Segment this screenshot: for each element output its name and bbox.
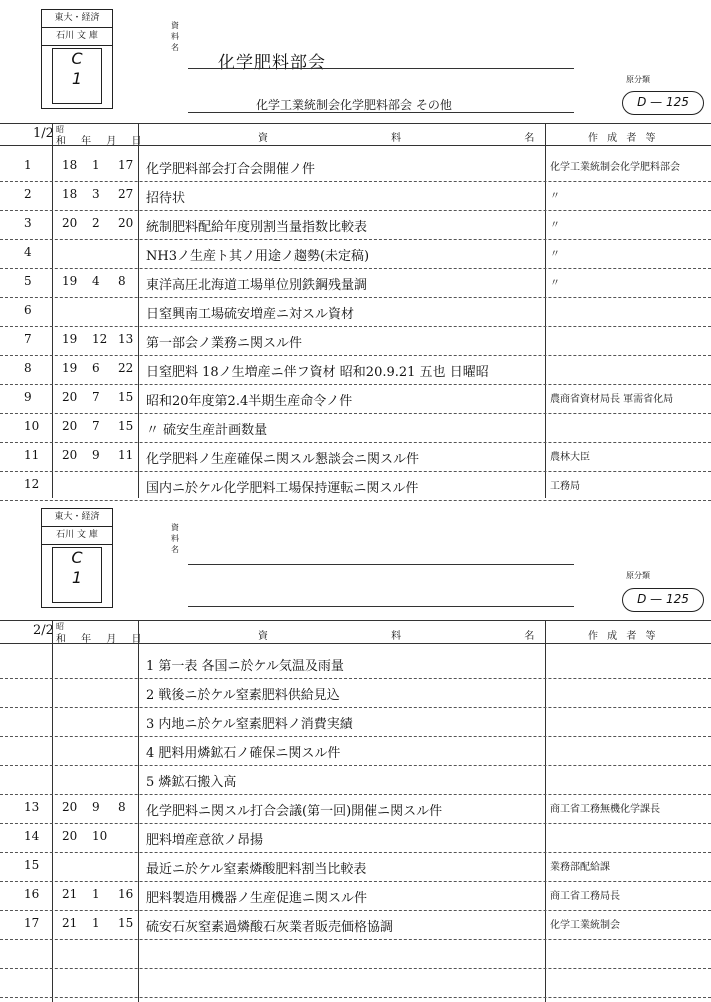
row-day: 16	[118, 887, 134, 901]
row-divider	[0, 181, 711, 182]
row-year: 20	[62, 829, 78, 843]
title-underline-2	[188, 564, 574, 565]
row-year: 19	[62, 361, 78, 375]
row-year: 18	[62, 158, 78, 172]
row-number: 6	[24, 303, 32, 317]
row-divider	[0, 239, 711, 240]
ref-label: 原分類	[626, 75, 650, 84]
shiryo-label-2	[170, 522, 180, 555]
row-divider	[0, 678, 711, 679]
row-divider	[0, 500, 711, 501]
row-day: 15	[118, 419, 134, 433]
row-divider	[0, 997, 711, 998]
row-divider	[0, 471, 711, 472]
stamp-line1: 東大・経済	[42, 509, 112, 527]
sheet1-materials-header: 資 料 名	[258, 133, 595, 144]
row-month: 4	[92, 274, 100, 288]
row-title: 日窒肥料 18ノ生増産ニ伴フ資材 昭和20.9.21 五也 日曜昭	[146, 365, 489, 380]
row-year: 19	[62, 274, 78, 288]
row-divider	[0, 297, 711, 298]
row-year: 21	[62, 916, 78, 930]
row-month: 2	[92, 216, 100, 230]
row-number: 12	[24, 477, 40, 491]
row-year: 19	[62, 332, 78, 346]
row-author: 〃	[550, 191, 560, 202]
shiryo-char: 資	[171, 523, 179, 532]
row-number: 5	[24, 274, 32, 288]
row-author: 農林大臣	[550, 452, 590, 463]
row-number: 9	[24, 390, 32, 404]
row-number: 8	[24, 361, 32, 375]
row-number: 15	[24, 858, 40, 872]
row-divider	[0, 910, 711, 911]
sheet2-sho: 昭	[56, 622, 64, 631]
row-month: 1	[92, 158, 100, 172]
row-number: 16	[24, 887, 40, 901]
row-divider	[0, 852, 711, 853]
stamp-line1: 東大・経済	[42, 10, 112, 28]
row-title: 招待状	[146, 191, 186, 206]
row-title: 5 燐鉱石搬入高	[146, 775, 237, 790]
row-title: 国内ニ於ケル化学肥料工場保持運転ニ関スル件	[146, 481, 419, 496]
row-title: 昭和20年度第2.4半期生産命令ノ件	[146, 394, 353, 409]
row-author: 〃	[550, 278, 560, 289]
row-number: 3	[24, 216, 32, 230]
row-number: 4	[24, 245, 32, 259]
row-day: 17	[118, 158, 134, 172]
row-month: 1	[92, 887, 100, 901]
row-month: 1	[92, 916, 100, 930]
row-title: 1 第一表 各国ニ於ケル気温及雨量	[146, 659, 344, 674]
sheet2-page: 2/2	[33, 623, 54, 638]
row-title: 東洋高圧北海道工場単位別鉄鋼残量調	[146, 278, 368, 293]
stamp-inner-box	[52, 547, 102, 603]
row-month: 3	[92, 187, 100, 201]
row-author: 商工省工務無機化学課長	[550, 804, 660, 815]
sheet1-date-header: 和 年 月 日	[56, 136, 148, 147]
row-divider	[0, 413, 711, 414]
row-number: 10	[24, 419, 40, 433]
row-month: 10	[92, 829, 108, 843]
stamp-line2: 石川 文 庫	[42, 527, 112, 545]
shiryo-char: 料	[171, 32, 179, 41]
row-year: 21	[62, 887, 78, 901]
row-title: 2 戦後ニ於ケル窒素肥料供給見込	[146, 688, 340, 703]
document-subtitle: 化学工業統制会化学肥料部会 その他	[256, 98, 452, 112]
row-divider	[0, 939, 711, 940]
archive-stamp-2	[41, 508, 113, 608]
row-day: 27	[118, 187, 134, 201]
stamp-line2: 石川 文 庫	[42, 28, 112, 46]
row-divider	[0, 736, 711, 737]
row-title: 化学肥料ノ生産確保ニ関スル懇談会ニ関スル件	[146, 452, 420, 467]
row-title: 〃 硫安生産計画数量	[146, 423, 268, 438]
row-day: 15	[118, 916, 134, 930]
row-day: 22	[118, 361, 134, 375]
stamp-number: 1	[71, 69, 83, 88]
row-number: 17	[24, 916, 40, 930]
row-number: 13	[24, 800, 40, 814]
row-day: 8	[118, 800, 126, 814]
row-number: 2	[24, 187, 32, 201]
sheet1-sho: 昭	[56, 125, 64, 134]
row-divider	[0, 384, 711, 385]
row-title: 3 内地ニ於ケル窒素肥料ノ消費実績	[146, 717, 353, 732]
row-title: 化学肥料ニ関スル打合会議(第一回)開催ニ関スル件	[146, 804, 443, 819]
shiryo-char: 資	[171, 21, 179, 30]
row-title: 硫安石灰窒素過燐酸石灰業者販売価格協調	[146, 920, 394, 935]
document-title: 化学肥料部会	[218, 53, 326, 73]
row-author: 農商省資材局長 軍需省化局	[550, 394, 674, 405]
row-divider	[0, 268, 711, 269]
row-year: 20	[62, 390, 78, 404]
row-month: 9	[92, 448, 100, 462]
sheet2-date-header: 和 年 月 日	[56, 634, 148, 645]
row-divider	[0, 442, 711, 443]
row-year: 20	[62, 448, 78, 462]
row-divider	[0, 707, 711, 708]
sheet2-header-top	[0, 620, 711, 621]
stamp-letter: C	[71, 548, 83, 567]
row-divider	[0, 968, 711, 969]
row-author: 化学工業統制会	[550, 920, 620, 931]
shiryo-char: 名	[171, 43, 179, 52]
shiryo-char: 料	[171, 534, 179, 543]
row-divider	[0, 823, 711, 824]
row-author: 化学工業統制会化学肥料部会	[550, 162, 680, 173]
row-author: 〃	[550, 249, 560, 260]
subtitle-underline-2	[188, 606, 574, 607]
row-divider	[0, 794, 711, 795]
row-number: 7	[24, 332, 32, 346]
row-author: 商工省工務局長	[550, 891, 620, 902]
row-title: 統制肥料配給年度別割当量指数比較表	[146, 220, 368, 235]
sheet1-page: 1/2	[33, 126, 54, 141]
row-month: 6	[92, 361, 100, 375]
row-day: 20	[118, 216, 134, 230]
row-year: 20	[62, 800, 78, 814]
row-author: 〃	[550, 220, 560, 231]
row-year: 18	[62, 187, 78, 201]
row-divider	[0, 881, 711, 882]
stamp-number: 1	[71, 568, 83, 587]
row-divider	[0, 210, 711, 211]
row-title: NH3ノ生産ト其ノ用途ノ趨勢(未定稿)	[146, 249, 370, 264]
shiryo-label	[170, 20, 180, 53]
row-day: 8	[118, 274, 126, 288]
row-number: 1	[24, 158, 32, 172]
ref-number: D — 125	[622, 91, 704, 115]
row-divider	[0, 765, 711, 766]
ref-label-2: 原分類	[626, 571, 650, 580]
row-divider	[0, 326, 711, 327]
row-month: 9	[92, 800, 100, 814]
row-day: 15	[118, 390, 134, 404]
row-year: 20	[62, 216, 78, 230]
row-divider	[0, 355, 711, 356]
row-day: 13	[118, 332, 134, 346]
sheet1-header-top	[0, 123, 711, 124]
sheet1-author-header: 作 成 者 等	[588, 133, 659, 144]
row-number: 14	[24, 829, 40, 843]
title-underline	[188, 68, 574, 69]
row-title: 4 肥料用燐鉱石ノ確保ニ関スル件	[146, 746, 341, 761]
row-title: 最近ニ於ケル窒素燐酸肥料割当比較表	[146, 862, 367, 877]
subtitle-underline	[188, 112, 574, 113]
ref-number-2: D — 125	[622, 588, 704, 612]
row-author: 工務局	[550, 481, 580, 492]
row-title: 肥料増産意欲ノ昂揚	[146, 833, 264, 848]
stamp-letter: C	[71, 49, 83, 68]
shiryo-char: 名	[171, 545, 179, 554]
row-month: 7	[92, 390, 100, 404]
row-month: 12	[92, 332, 108, 346]
archive-stamp	[41, 9, 113, 109]
row-title: 化学肥料部会打合会開催ノ件	[146, 162, 316, 177]
row-title: 日窒興南工場硫安増産ニ対スル資材	[146, 307, 355, 322]
row-title: 第一部会ノ業務ニ関スル件	[146, 336, 303, 351]
sheet2-materials-header: 資 料 名	[258, 631, 595, 642]
row-author: 業務部配給課	[550, 862, 610, 873]
row-month: 7	[92, 419, 100, 433]
row-day: 11	[118, 448, 134, 462]
row-title: 肥料製造用機器ノ生産促進ニ関スル件	[146, 891, 368, 906]
row-number: 11	[24, 448, 40, 462]
row-year: 20	[62, 419, 78, 433]
stamp-inner-box	[52, 48, 102, 104]
sheet2-author-header: 作 成 者 等	[588, 631, 659, 642]
